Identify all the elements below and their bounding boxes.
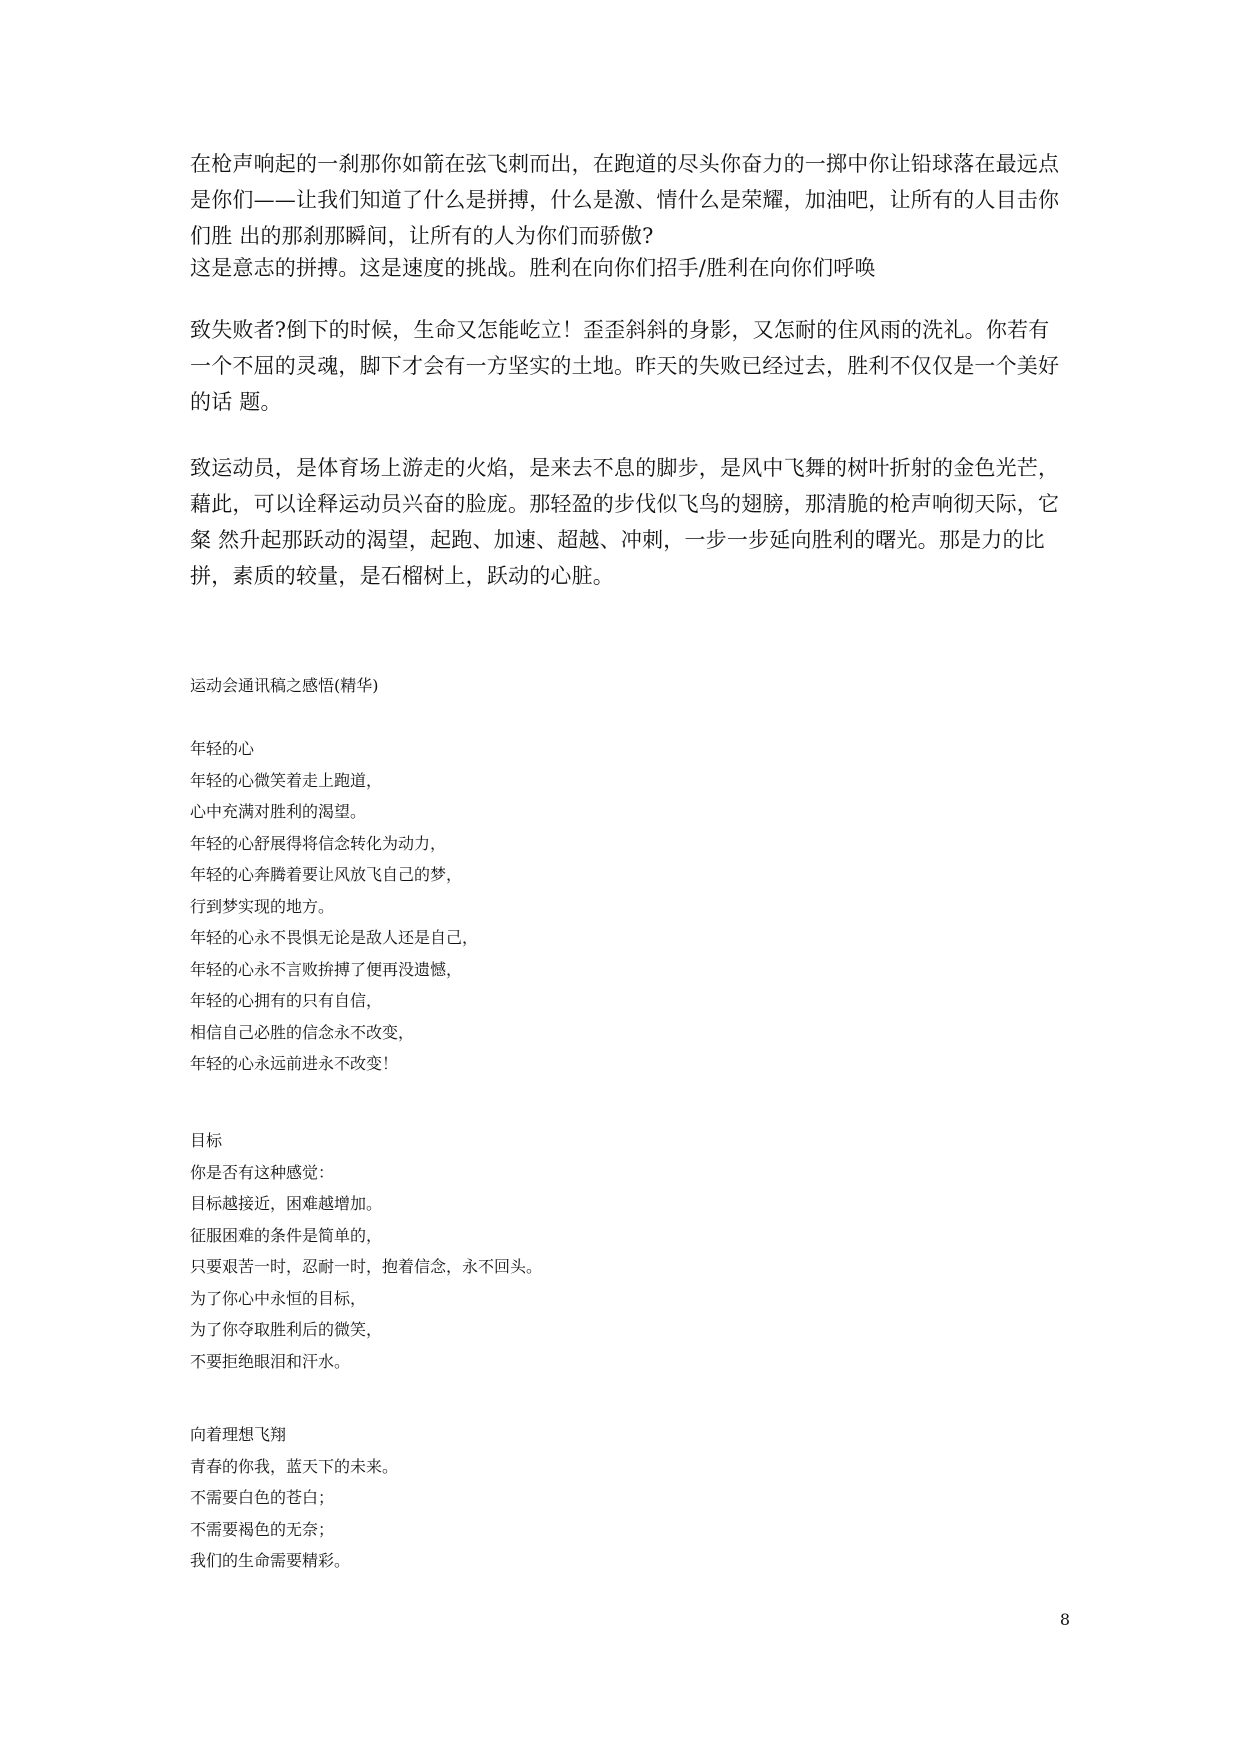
- poem-line: 年轻的心拥有的只有自信，: [190, 991, 383, 1010]
- poem-line: 青春的你我，蓝天下的未来。: [190, 1456, 399, 1476]
- paragraph-3: 致失败者?倒下的时候，生命又怎能屹立！歪歪斜斜的身影，又怎耐的住风雨的洗礼。你若有一个不屈的灵魂，脚下才会有一方坚实的土地。昨天的失败已经过去，胜利不仅仅是一个美好的话 题。: [190, 318, 1060, 414]
- poem-line: 年轻的心永不言败拚搏了便再没遗憾，: [190, 959, 463, 979]
- paragraph-4: 致运动员，是体育场上游走的火焰，是来去不息的脚步，是风中飞舞的树叶折射的金色光芒，藉此，可以诠释运动员兴奋的脸庞。那轻盈的步伐似飞鸟的翅膀，那清脆的枪声响彻天际，它粲 然升起那跃动的渴望，起跑、加速、超越、冲刺，一步一步延向胜利的曙光。那是力的比拼，素质的较量，是石榴树上，跃动的心脏。: [190, 456, 1060, 588]
- paragraph-2: 这是意志的拼搏。这是速度的挑战。胜利在向你们招手/胜利在向你们呼唤: [190, 256, 876, 280]
- poem-line: 年轻的心永不畏惧无论是敌人还是自己，: [190, 928, 479, 947]
- poem-line: 目标越接近，困难越增加。: [190, 1194, 383, 1213]
- poem-line: 年轻的心奔腾着要让风放飞自己的梦，: [190, 865, 463, 884]
- poem-fly-toward-ideals: [190, 1419, 890, 1577]
- poem-line: 相信自己必胜的信念永不改变，: [190, 1022, 415, 1042]
- poem-line: 我们的生命需要精彩。: [190, 1551, 351, 1570]
- poem-title: 向着理想飞翔: [190, 1425, 287, 1444]
- poem-line: 年轻的心永远前进永不改变！: [190, 1054, 399, 1073]
- poem-line: 你是否有这种感觉：: [190, 1162, 335, 1182]
- poem-line: 不需要白色的苍白；: [190, 1488, 335, 1507]
- poem-line: 只要艰苦一时，忍耐一时，抱着信念，永不回头。: [190, 1257, 543, 1276]
- poem-line: 不要拒绝眼泪和汗水。: [190, 1351, 351, 1371]
- poem-goal: [190, 1125, 890, 1377]
- page-number: 8: [1059, 1610, 1070, 1629]
- poem-young-heart: [190, 733, 890, 1080]
- poem-line: 为了你夺取胜利后的微笑，: [190, 1320, 383, 1339]
- poem-line: 年轻的心微笑着走上跑道，: [190, 770, 383, 790]
- poem-line: 年轻的心舒展得将信念转化为动力，: [190, 833, 447, 853]
- poem-title: 年轻的心: [190, 739, 255, 758]
- poem-title: 目标: [190, 1131, 223, 1150]
- poem-line: 心中充满对胜利的渴望。: [190, 802, 367, 821]
- poem-line: 行到梦实现的地方。: [190, 896, 335, 916]
- section-title: 运动会通讯稿之感悟(精华): [190, 676, 379, 695]
- poem-line: 不需要褐色的无奈；: [190, 1519, 335, 1539]
- paragraph-1: 在枪声响起的一刹那你如箭在弦飞刺而出，在跑道的尽头你奋力的一掷中你让铅球落在最远点是你们——让我们知道了什么是拼搏，什么是激、情什么是荣耀，加油吧，让所有的人目击你们胜 出的那刹那瞬间，让所有的人为你们而骄傲?: [190, 152, 1060, 248]
- poem-line: 征服困难的条件是简单的，: [190, 1225, 383, 1245]
- poem-line: 为了你心中永恒的目标，: [190, 1288, 367, 1308]
